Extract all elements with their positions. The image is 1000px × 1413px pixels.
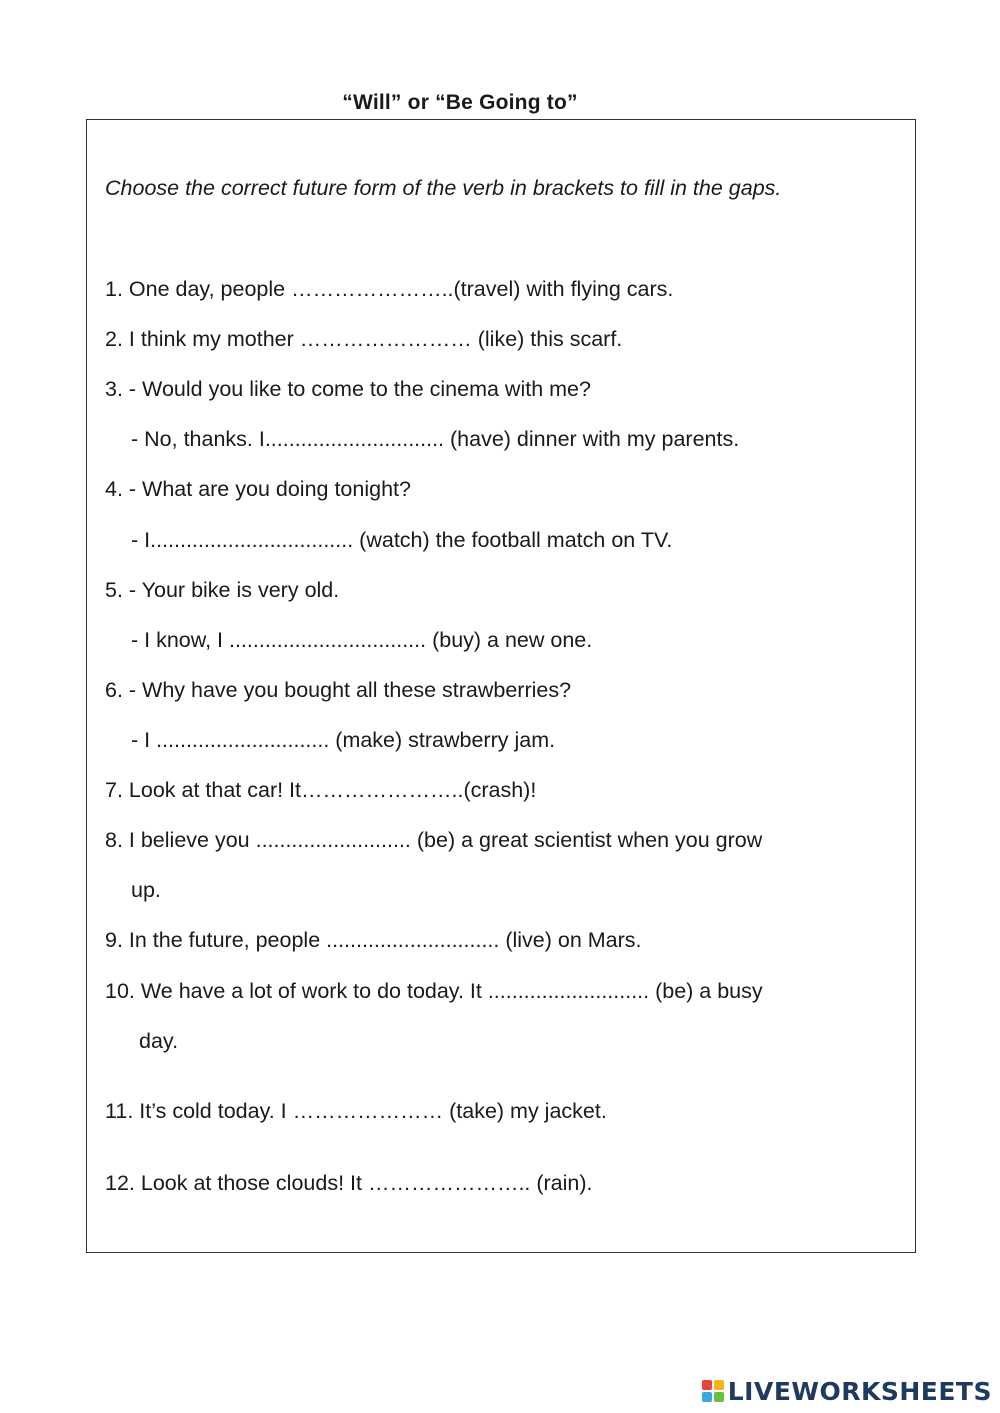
exercise-line-12: 12. Look at those clouds! It ………………….. (rain).	[105, 1171, 593, 1195]
exercise-line-3: 3. - Would you like to come to the cinema with me?	[105, 377, 591, 401]
instruction-text: Choose the correct future form of the verb in brackets to fill in the gaps.	[105, 176, 782, 200]
exercise-line-11: 11. It’s cold today. I ………………… (take) my jacket.	[105, 1099, 607, 1123]
exercise-line-10-cont: day.	[139, 1029, 179, 1053]
liveworksheets-logo	[702, 1377, 992, 1405]
exercise-line-8-cont: up.	[131, 878, 161, 902]
exercise-line-5: 5. - Your bike is very old.	[105, 578, 340, 602]
exercise-line-9: 9. In the future, people ............................. (live) on Mars.	[105, 928, 642, 952]
logo-square-blue	[702, 1392, 712, 1402]
exercise-line-3-answer: - No, thanks. I.............................. (have) dinner with my parents.	[131, 427, 740, 451]
logo-mark-icon	[702, 1380, 724, 1402]
logo-text: LIVEWORKSHEETS	[727, 1376, 992, 1406]
exercise-line-6: 6. - Why have you bought all these strawberries?	[105, 678, 572, 702]
logo-square-red	[702, 1380, 712, 1390]
exercise-line-1: 1. One day, people …………………..(travel) with flying cars.	[105, 277, 674, 301]
worksheet-title: “Will” or “Be Going to”	[342, 91, 578, 114]
exercise-line-6-answer: - I ............................. (make) strawberry jam.	[131, 728, 556, 752]
logo-square-green	[714, 1392, 724, 1402]
exercise-line-5-answer: - I know, I ................................. (buy) a new one.	[131, 628, 593, 652]
exercise-line-8: 8. I believe you .......................... (be) a great scientist when you grow	[105, 828, 763, 852]
exercise-line-10: 10. We have a lot of work to do today. It ........................... (be) a busy	[105, 979, 763, 1003]
exercise-line-4: 4. - What are you doing tonight?	[105, 477, 411, 501]
exercise-line-4-answer: - I.................................. (watch) the football match on TV.	[131, 528, 673, 552]
exercise-line-2: 2. I think my mother …………………… (like) this scarf.	[105, 327, 623, 351]
exercise-line-7: 7. Look at that car! It…………………..(crash)!	[105, 778, 537, 802]
logo-square-yellow	[714, 1380, 724, 1390]
